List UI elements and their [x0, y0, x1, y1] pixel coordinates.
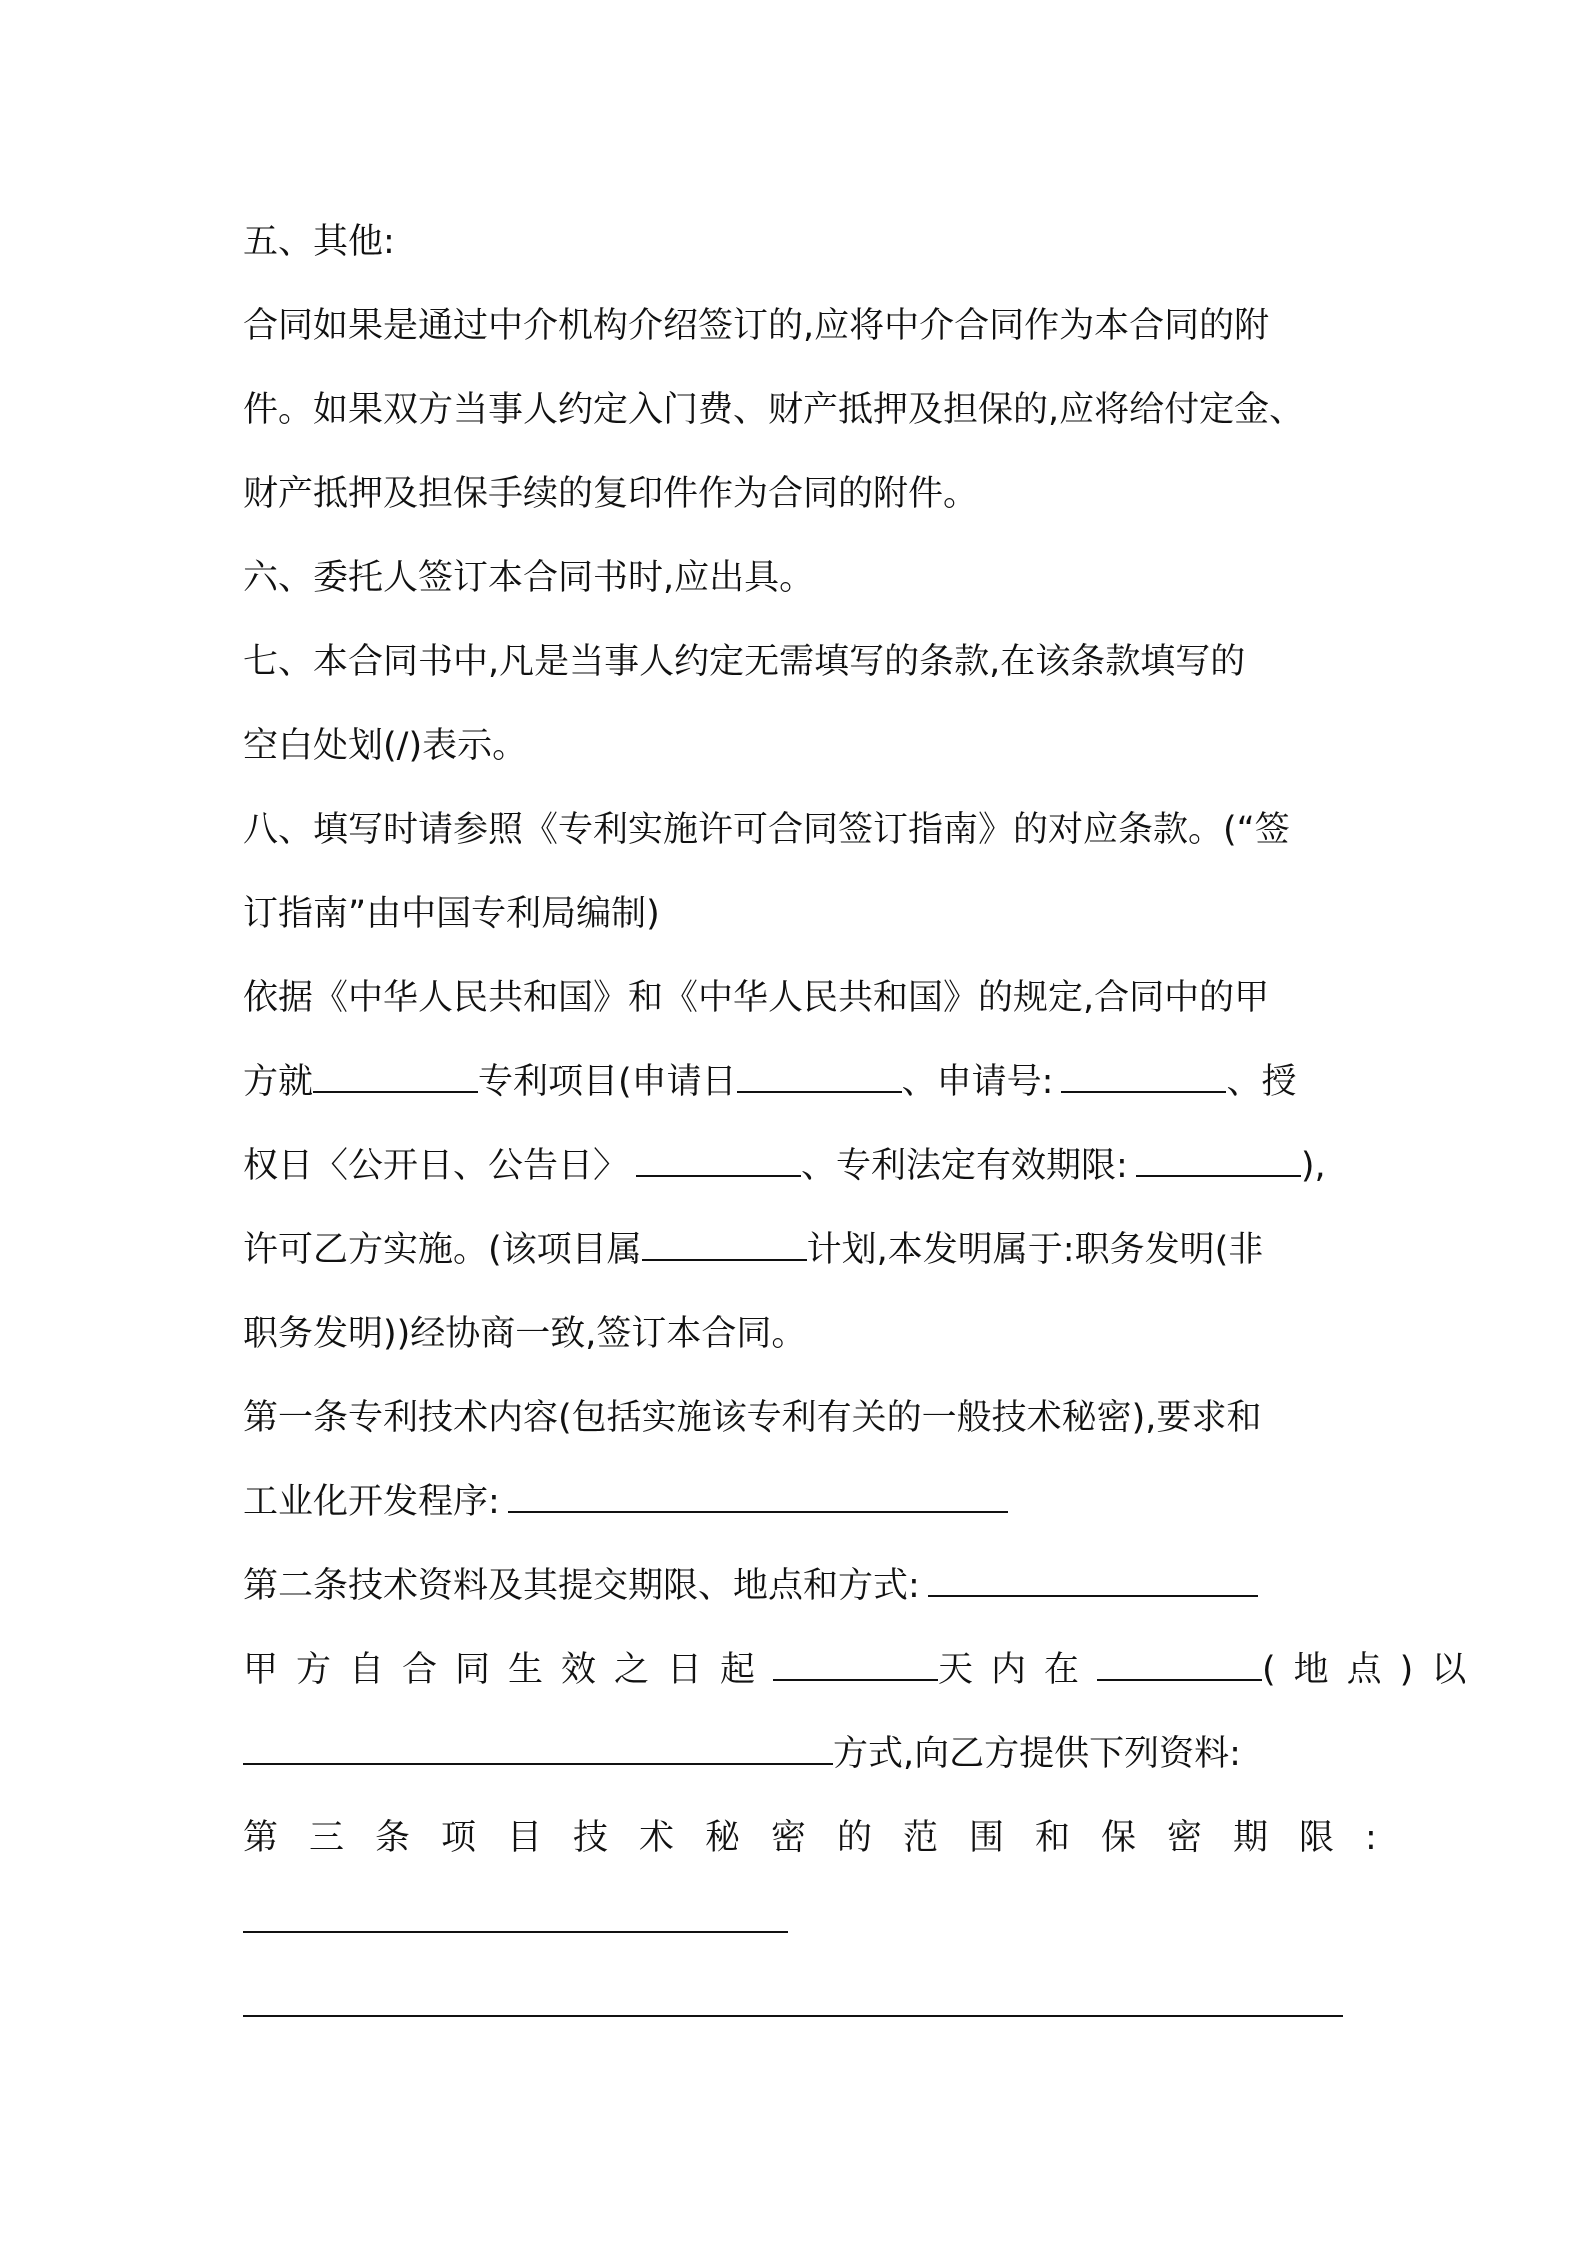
basis-line2-label-d: 、授: [1226, 1062, 1297, 1102]
article1-line2-label: 工业化开发程序:: [243, 1482, 500, 1522]
article1-text-line2: [243, 1460, 1355, 1544]
development-procedure-blank[interactable]: [508, 1475, 1008, 1513]
section5-text-line2: 件。如果双方当事人约定入门费、财产抵押及担保的,应将给付定金、: [243, 390, 1305, 430]
article2-line2-label-b: 天内在: [938, 1650, 1098, 1690]
article2-text-line2: [243, 1628, 1485, 1712]
project-plan-blank[interactable]: [642, 1223, 807, 1261]
article3-blank-line1: [243, 1880, 1355, 1964]
basis-text-line1: 依据《中华人民共和国》和《中华人民共和国》的规定,合同中的甲: [243, 978, 1270, 1018]
article2-text-line3: [243, 1712, 1355, 1796]
article2-line2-label-c: (地点)以: [1262, 1650, 1485, 1690]
article2-text-line1: [243, 1544, 1355, 1628]
article3-text-line1: 第三条项目技术秘密的范围和保密期限:: [243, 1818, 1408, 1858]
technical-materials-blank[interactable]: [928, 1559, 1258, 1597]
section8-text-line2: 订指南”由中国专利局编制): [243, 894, 660, 934]
application-number-blank[interactable]: [1061, 1055, 1226, 1093]
basis-line3-label-c: ),: [1300, 1146, 1326, 1186]
location-blank[interactable]: [1097, 1643, 1262, 1681]
basis-line2-label-b: 专利项目(申请日: [478, 1062, 737, 1102]
basis-line3-label-a: 权日〈公开日、公告日〉: [243, 1146, 629, 1186]
basis-text-line2: [243, 1040, 1355, 1124]
section6-text: 六、委托人签订本合同书时,应出具。: [243, 558, 815, 598]
basis-line4-label-a: 许可乙方实施。(该项目属: [243, 1230, 642, 1270]
section5-text-line1: 合同如果是通过中介机构介绍签订的,应将中介合同作为本合同的附: [243, 306, 1270, 346]
basis-line2-label-a: 方就: [243, 1062, 314, 1102]
confidentiality-period-blank[interactable]: [243, 1979, 1343, 2017]
basis-line3-label-b: 、专利法定有效期限:: [801, 1146, 1128, 1186]
days-blank[interactable]: [773, 1643, 938, 1681]
article2-line3-label: 方式,向乙方提供下列资料:: [833, 1734, 1241, 1774]
validity-period-blank[interactable]: [1136, 1139, 1301, 1177]
basis-text-line3: [243, 1124, 1355, 1208]
article1-text-line1: 第一条专利技术内容(包括实施该专利有关的一般技术秘密),要求和: [243, 1398, 1262, 1438]
grant-date-blank[interactable]: [636, 1139, 801, 1177]
basis-line2-label-c: 、申请号:: [901, 1062, 1054, 1102]
basis-text-line5: 职务发明))经协商一致,签订本合同。: [243, 1314, 807, 1354]
secret-scope-blank[interactable]: [243, 1895, 788, 1933]
section7-text-line2: 空白处划(/)表示。: [243, 726, 528, 766]
section8-text-line1: 八、填写时请参照《专利实施许可合同签订指南》的对应条款。(“签: [243, 810, 1290, 850]
section5-heading: 五、其他:: [243, 222, 395, 262]
article2-line1-label: 第二条技术资料及其提交期限、地点和方式:: [243, 1566, 920, 1606]
document-page: [243, 200, 1485, 2048]
article3-blank-line2: [243, 1964, 1355, 2048]
basis-line4-label-b: 计划,本发明属于:职务发明(非: [806, 1230, 1264, 1270]
patent-project-blank[interactable]: [313, 1055, 478, 1093]
application-date-blank[interactable]: [737, 1055, 902, 1093]
section7-text-line1: 七、本合同书中,凡是当事人约定无需填写的条款,在该条款填写的: [243, 642, 1246, 682]
article2-line2-label-a: 甲方自合同生效之日起: [243, 1650, 774, 1690]
section5-text-line3: 财产抵押及担保手续的复印件作为合同的附件。: [243, 474, 979, 514]
delivery-method-blank[interactable]: [243, 1727, 833, 1765]
basis-text-line4: [243, 1208, 1355, 1292]
